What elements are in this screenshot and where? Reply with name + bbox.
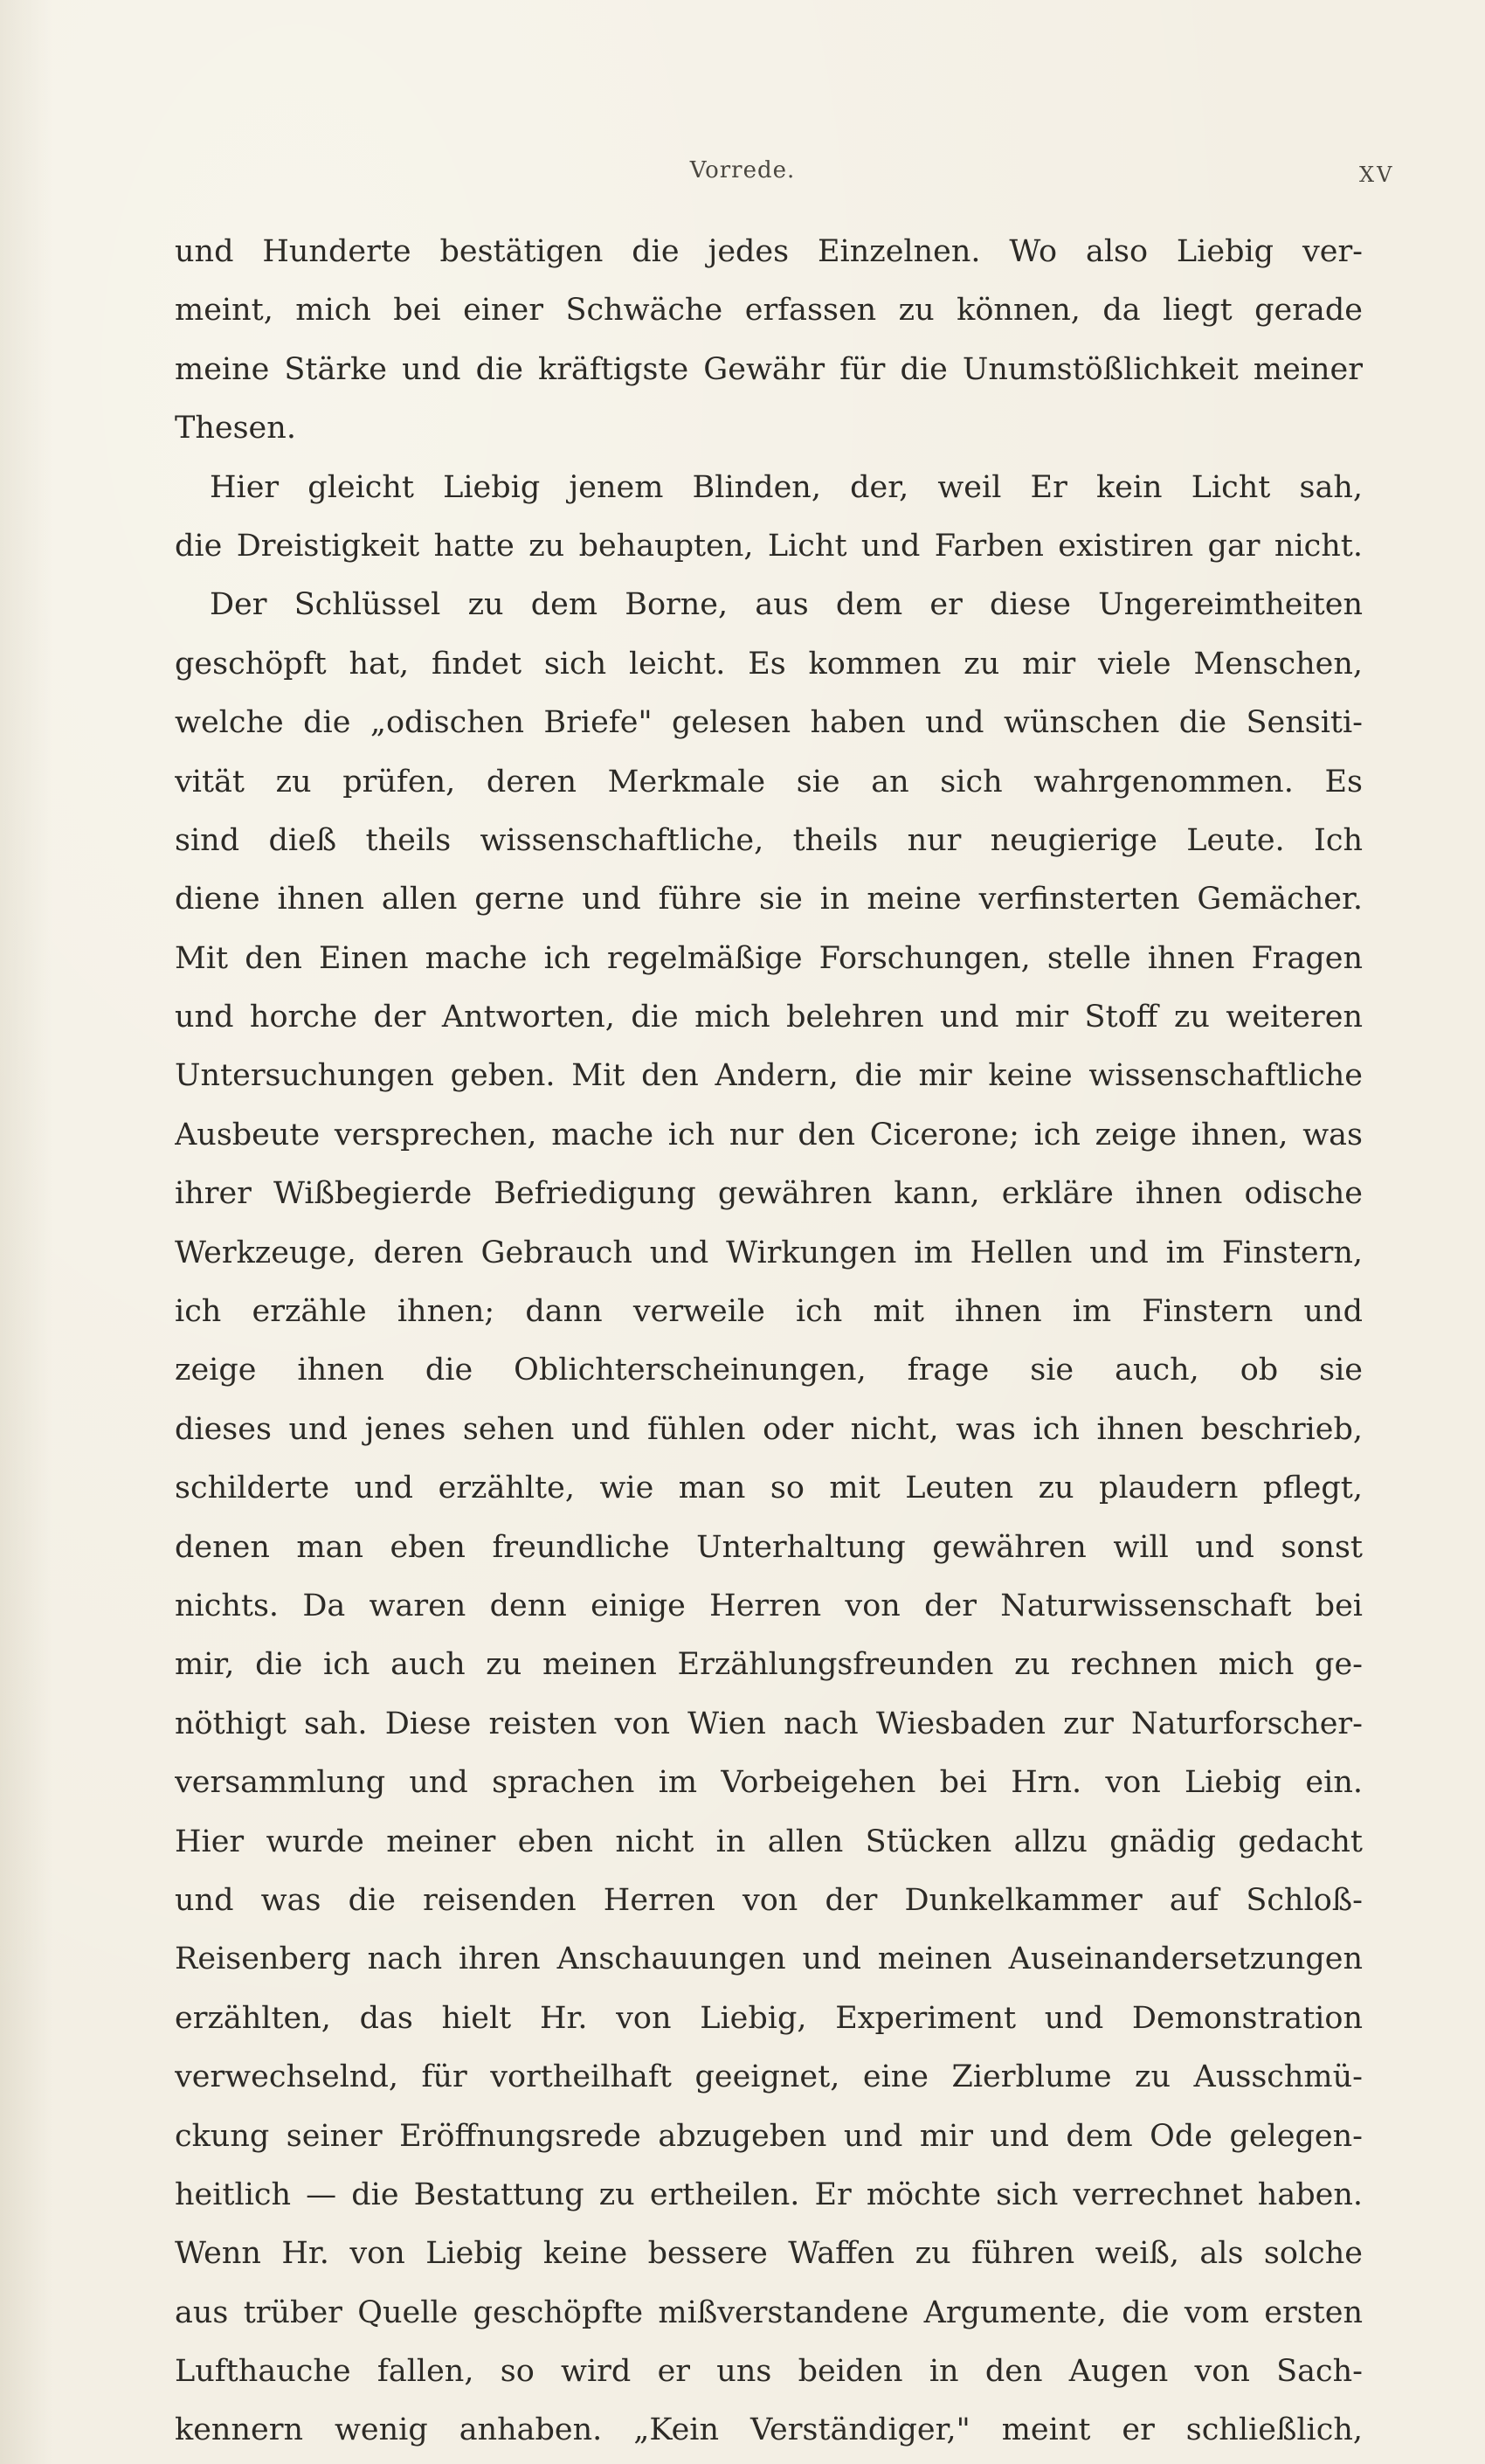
text-line: geschöpft hat, findet sich leicht. Es kommen zu mir viele Menschen, — [175, 646, 1363, 682]
text-line: Wenn Hr. von Liebig keine bessere Waffen zu führen weiß, als solche — [175, 2236, 1363, 2272]
text-line: Hier wurde meiner eben nicht in allen Stücken allzu gnädig gedacht — [175, 1824, 1363, 1859]
running-title: Vorrede. — [689, 157, 796, 183]
text-line: meine Stärke und die kräftigste Gewähr für die Unumstößlichkeit meiner — [175, 351, 1363, 387]
text-line: Ausbeute versprechen, mache ich nur den Cicerone; ich zeige ihnen, was — [175, 1117, 1363, 1152]
text-line: und was die reisenden Herren von der Dunkelkammer auf Schloß- — [175, 1882, 1363, 1918]
text-line: sind dieß theils wissenschaftliche, theils nur neugierige Leute. Ich — [175, 822, 1363, 858]
page-number: XV — [1359, 163, 1395, 187]
text-line: Untersuchungen geben. Mit den Andern, die mir keine wissenschaftliche — [175, 1058, 1363, 1094]
text-line: mir, die ich auch zu meinen Erzählungsfreunden zu rechnen mich ge- — [175, 1647, 1363, 1683]
text-line: die Dreistigkeit hatte zu behaupten, Licht und Farben existiren gar nicht. — [175, 528, 1363, 564]
text-line: ich erzähle ihnen; dann verweile ich mit ihnen im Finstern und — [175, 1294, 1363, 1330]
text-line: kennern wenig anhaben. „Kein Verständiger," meint er schließlich, — [175, 2412, 1363, 2448]
text-line: nichts. Da waren denn einige Herren von der Naturwissenschaft bei — [175, 1588, 1363, 1623]
text-line: Reisenberg nach ihren Anschauungen und meinen Auseinandersetzungen — [175, 1941, 1363, 1977]
text-line: versammlung und sprachen im Vorbeigehen bei Hrn. von Liebig ein. — [175, 1765, 1363, 1801]
text-line: dieses und jenes sehen und fühlen oder nicht, was ich ihnen beschrieb, — [175, 1411, 1363, 1447]
text-line: schilderte und erzählte, wie man so mit Leuten zu plaudern pflegt, — [175, 1471, 1363, 1506]
text-line: ihrer Wißbegierde Befriedigung gewähren kann, erkläre ihnen odische — [175, 1176, 1363, 1212]
text-line: heitlich — die Bestattung zu ertheilen. Er möchte sich verrechnet haben. — [175, 2177, 1363, 2212]
text-line: erzählten, das hielt Hr. von Liebig, Experiment und Demonstration — [175, 2000, 1363, 2036]
text-line: zeige ihnen die Oblichterscheinungen, frage sie auch, ob sie — [175, 1353, 1363, 1388]
text-line: meint, mich bei einer Schwäche erfassen zu können, da liegt gerade — [175, 293, 1363, 329]
text-line: Der Schlüssel zu dem Borne, aus dem er diese Ungereimtheiten — [210, 587, 1363, 623]
text-line: welche die „odischen Briefe" gelesen haben und wünschen die Sensiti- — [175, 705, 1363, 741]
text-line: verwechselnd, für vortheilhaft geeignet, eine Zierblume zu Ausschmü- — [175, 2059, 1363, 2095]
text-line: denen man eben freundliche Unterhaltung gewähren will und sonst — [175, 1529, 1363, 1565]
body-text — [175, 223, 1363, 2461]
text-line: Lufthauche fallen, so wird er uns beiden in den Augen von Sach- — [175, 2354, 1363, 2390]
text-line: Werkzeuge, deren Gebrauch und Wirkungen im Hellen und im Finstern, — [175, 1235, 1363, 1270]
text-line: aus trüber Quelle geschöpfte mißverstandene Argumente, die vom ersten — [175, 2294, 1363, 2330]
text-line: nöthigt sah. Diese reisten von Wien nach Wiesbaden zur Naturforscher- — [175, 1706, 1363, 1741]
text-line: vität zu prüfen, deren Merkmale sie an sich wahrgenommen. Es — [175, 764, 1363, 799]
text-line: Thesen. — [175, 411, 296, 446]
text-line: und horche der Antworten, die mich belehren und mir Stoff zu weiteren — [175, 1000, 1363, 1035]
text-line: und Hunderte bestätigen die jedes Einzelnen. Wo also Liebig ver- — [175, 234, 1363, 269]
text-line: Mit den Einen mache ich regelmäßige Forschungen, stelle ihnen Fragen — [175, 940, 1363, 976]
text-line: diene ihnen allen gerne und führe sie in meine verfinsterten Gemächer. — [175, 882, 1363, 917]
text-line: ckung seiner Eröffnungsrede abzugeben und mir und dem Ode gelegen- — [175, 2118, 1363, 2154]
text-line: Hier gleicht Liebig jenem Blinden, der, weil Er kein Licht sah, — [210, 469, 1363, 505]
